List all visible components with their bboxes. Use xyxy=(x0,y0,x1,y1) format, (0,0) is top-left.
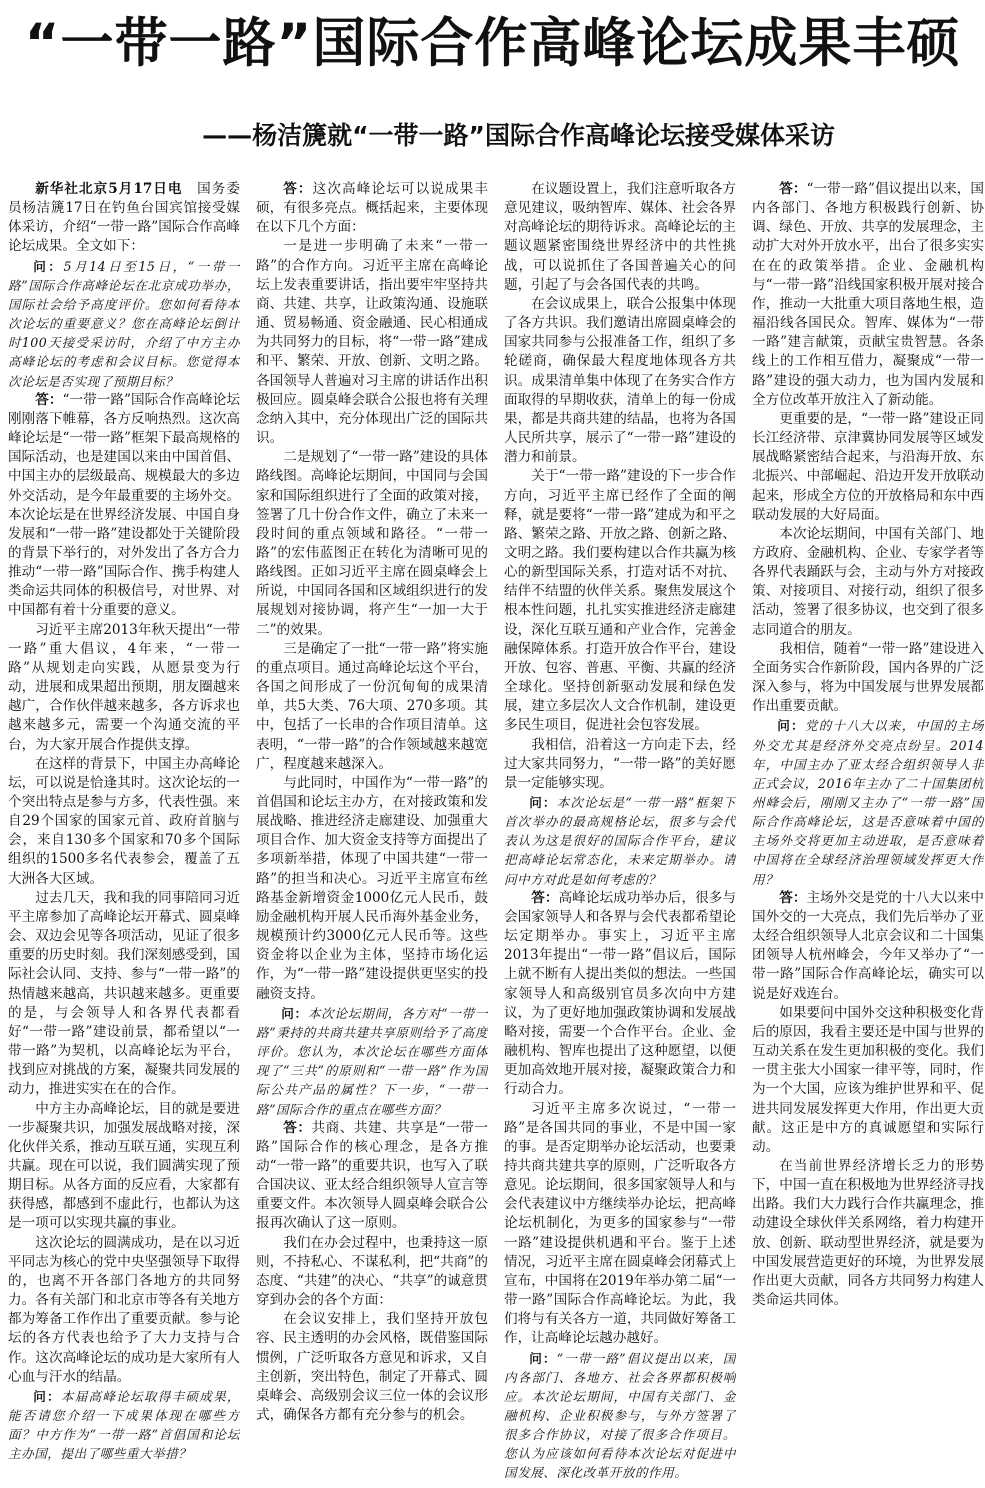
paragraph: 在这样的背景下，中国主办高峰论坛，可以说是恰逢其时。这次论坛的一个突出特点是参与方多，代表性强。来自29个国家的国家元首、政府首脑与会，来自130多个国家和70多个国际组织的1500多名代表参会，覆盖了五大洲各大区域。 xyxy=(8,755,240,887)
paragraph: 一是进一步明确了未来“一带一路”的合作方向。习近平主席在高峰论坛上发表重要讲话，指出要牢牢坚持共商、共建、共享，让政策沟通、设施联通、贸易畅通、资金融通、民心相通成为共同努力的目标，将“一带一路”建成和平、繁荣、开放、创新、文明之路。各国领导人普遍对习主席的讲话作出积极回应。圆桌峰会联合公报也将有关理念纳入其中，充分体现出广泛的国际共识。 xyxy=(256,238,488,447)
paragraph: 二是规划了“一带一路”建设的具体路线图。高峰论坛期间，中国同与会国家和国际组织进行了全面的政策对接，签署了几十份合作文件，确立了未来一段时间的重点领域和路径。“一带一路”的宏伟蓝图正在转化为清晰可见的路线图。正如习近平主席在圆桌峰会上所说，中国同各国和区域组织进行的发展规划对接协调，将产生“一加一大于二”的效果。 xyxy=(256,449,488,638)
paragraph: 与此同时，中国作为“一带一路”的首倡国和论坛主办方，在对接政策和发展战略、推进经济走廊建设、加强重大项目合作、加大资金支持等方面提出了多项新举措，体现了中国共建“一带一路”的担当和决心。习近平主席宣布丝路基金新增资金1000亿元人民币，鼓励金融机构开展人民币海外基金业务，规模预计约3000亿元人民币等。这些资金将以企业为主体，坚持市场化运作，为“一带一路”建设提供更坚实的投融资支持。 xyxy=(256,774,488,1002)
paragraph: 在议题设置上，我们注意听取各方意见建议，吸纳智库、媒体、社会各界对高峰论坛的期待诉求。高峰论坛的主题议题紧密围绕世界经济中的共性挑战，可以说抓住了各国普遍关心的问题，引起了与会各国代表的共鸣。 xyxy=(504,181,736,293)
paragraph: 本次论坛期间，中国有关部门、地方政府、金融机构、企业、专家学者等各界代表踊跃与会，主动与外方对接政策、对接项目、对接行动，组织了很多活动，签署了很多协议，也交到了很多志同道合的朋友。 xyxy=(752,525,984,638)
paragraph: 习近平主席多次说过，“一带一路”是各国共同的事业，不是中国一家的事。是否定期举办论坛活动，也要秉持共商共建共享的原则，广泛听取各方意见。论坛期间，很多国家领导人和与会代表建议中方继续举办论坛，把高峰论坛机制化，为更多的国家参与“一带一路”建设提供机遇和平台。鉴于上述情况，习近平主席在圆桌峰会闭幕式上宣布，中国将在2019年举办第二届“一带一路”国际合作高峰论坛。为此，我们将与有关各方一道，共同做好筹备工作，让高峰论坛越办越好。 xyxy=(504,1100,736,1347)
headline: “一带一路”国际合作高峰论坛成果丰硕 xyxy=(24,13,961,74)
answer: 答：共商、共建、共享是“一带一路”国际合作的核心理念，是各方推动“一带一路”的重要共识，也写入了联合国决议、亚太经合组织领导人宣言等重要文件。本次领导人圆桌峰会联合公报再次确认了这一原则。 xyxy=(256,1119,488,1232)
answer: 答：主场外交是党的十八大以来中国外交的一大亮点，我们先后举办了亚太经合组织领导人北京会议和二十国集团领导人杭州峰会，今年又举办了“一带一路”国际合作高峰论坛，确实可以说是好戏连台。 xyxy=(752,889,984,1002)
paragraph: 这次论坛的圆满成功，是在以习近平同志为核心的党中央坚强领导下取得的，也离不开各部门各地方的共同努力。各有关部门和北京市等各有关地方都为筹备工作作出了重要贡献。参与论坛的各方代表也给予了大力支持与合作。这次高峰论坛的成功是大家所有人心血与汗水的结晶。 xyxy=(8,1234,240,1385)
paragraph: 我们在办会过程中，也秉持这一原则，不持私心、不谋私利，把“共商”的态度、“共建”的决心、“共享”的诚意贯穿到办会的各个方面： xyxy=(256,1234,488,1309)
paragraph: 新华社北京5月17日电 国务委员杨洁篪17日在钓鱼台国宾馆接受媒体采访，介绍“一带一路”国际合作高峰论坛成果。全文如下： xyxy=(8,181,240,255)
answer: 答：“一带一路”倡议提出以来，国内各部门、各地方积极践行创新、协调、绿色、开放、共享的发展理念，主动扩大对外开放水平，出台了很多实实在在的政策举措。企业、金融机构与“一带一路”沿线国家积极开展对接合作，推动一大批重大项目落地生根，造福沿线各国民众。智库、媒体为“一带一路”建言献策，贡献宝贵智慧。各条线上的工作相互借力，凝聚成“一带一路”建设的强大动力，也为国内发展和全方位改革开放注入了新动能。 xyxy=(752,181,984,408)
article-column-3 xyxy=(504,180,736,1480)
question: 问：本次论坛期间，各方对“一带一路”秉持的共商共建共享原则给予了高度评价。您认为，本次论坛在哪些方面体现了“三共”的原则和“一带一路”作为国际公共产品的属性？下一步，“一带一路”国际合作的重点在哪些方面？ xyxy=(256,1005,488,1117)
article-column-2 xyxy=(256,180,488,1480)
paragraph: 过去几天，我和我的同事陪同习近平主席参加了高峰论坛开幕式、圆桌峰会、双边会见等各项活动，见证了很多重要的历史时刻。我们深刻感受到，国际社会认同、支持、参与“一带一路”的热情越来越高，共识越来越多。更重要的是，与会领导人和各界代表都看好“一带一路”建设前景，都希望以“一带一路”为契机，以高峰论坛为平台，找到应对挑战的方案，凝聚共同发展的动力，推进实实在在的合作。 xyxy=(8,889,240,1098)
dateline: 新华社北京5月17日电 xyxy=(35,181,183,197)
paragraph: 三是确定了一批“一带一路”将实施的重点项目。通过高峰论坛这个平台，各国之间形成了一份沉甸甸的成果清单，共5大类、76大项、270多项。其中，包括了一长串的合作项目清单。这表明，“一带一路”的合作领域越来越宽广，程度越来越深入。 xyxy=(256,640,488,772)
paragraph: 在会议成果上，联合公报集中体现了各方共识。我们邀请出席圆桌峰会的国家共同参与公报准备工作，组织了多轮磋商，确保最大程度地体现各方共识。成果清单集中体现了在务实合作方面取得的早期收获，清单上的每一份成果，都是共商共建的结晶，也将为各国人民所共享，展示了“一带一路”建设的潜力和前景。 xyxy=(504,295,736,466)
paragraph: 中方主办高峰论坛，目的就是要进一步凝聚共识，加强发展战略对接，深化伙伴关系，推动互联互通，实现互利共赢。现在可以说，我们圆满实现了预期目标。从各方面的反应看，大家都有获得感，都感到不虚此行，也都认为这是一项可以实现共赢的事业。 xyxy=(8,1100,240,1232)
answer: 答：这次高峰论坛可以说成果丰硕，有很多亮点。概括起来，主要体现在以下几个方面： xyxy=(256,181,488,236)
paragraph: 在当前世界经济增长乏力的形势下，中国一直在积极地为世界经济寻找出路。我们大力践行合作共赢理念，推动建设全球伙伴关系网络，着力构建开放、创新、联动型世界经济，就是要为中国发展营造更好的环境，为世界发展作出更大贡献，同各方共同努力构建人类命运共同体。 xyxy=(752,1157,984,1309)
answer: 答：高峰论坛成功举办后，很多与会国家领导人和各界与会代表都希望论坛定期举办。事实上，习近平主席2013年提出“一带一路”倡议后，国际上就不断有人提出类似的想法。一些国家领导人和高级别官员多次向中方建议，为了更好地加强政策协调和发展战略对接，需要一个合作平台。企业、金融机构、智库也提出了这种愿望，以便更加高效地开展对接，凝聚政策合力和行动合力。 xyxy=(504,889,736,1098)
question: 问：本届高峰论坛取得丰硕成果，能否请您介绍一下成果体现在哪些方面？中方作为“一带一路”首倡国和论坛主办国，提出了哪些重大举措？ xyxy=(8,1388,240,1462)
paragraph: 习近平主席2013年秋天提出“一带一路”重大倡议，4年来，“一带一路”从规划走向实践，从愿景变为行动，进展和成果超出预期，朋友圈越来越广，合作伙伴越来越多，各方诉求也越来越多元，需要一个沟通交流的平台，为大家开展合作提供支撑。 xyxy=(8,621,240,753)
article-column-1 xyxy=(8,180,240,1480)
question: 问：5月14日至15日，“一带一路”国际合作高峰论坛在北京成功举办，国际社会给予高度评价。您如何看待本次论坛的重要意义？您在高峰论坛倒计时100天接受采访时，介绍了中方主办高峰论坛的考虑和会议目标。您觉得本次论坛是否实现了预期目标？ xyxy=(8,258,240,389)
question: 问：本次论坛是“一带一路”框架下首次举办的最高规格论坛，很多与会代表认为这是很好的国际合作平台，建议把高峰论坛常态化，未来定期举办。请问中方对此是如何考虑的？ xyxy=(504,795,736,887)
question: 问：“一带一路”倡议提出以来，国内各部门、各地方、社会各界都积极响应。本次论坛期间，中国有关部门、金融机构、企业积极参与，与外方签署了很多合作协议，对接了很多合作项目。您认为应该如何看待本次论坛对促进中国发展、深化改革开放的作用。 xyxy=(504,1350,736,1480)
paragraph: 如果要问中国外交这种积极变化背后的原因，我看主要还是中国与世界的互动关系在发生更加积极的变化。我们一贯主张大小国家一律平等，同时，作为一个大国，应该为维护世界和平、促进共同发展发挥更大作用，作出更大贡献。这正是中方的真诚愿望和实际行动。 xyxy=(752,1004,984,1155)
article-column-4 xyxy=(752,180,984,1480)
paragraph: 我相信，随着“一带一路”建设进入全面务实合作新阶段，国内各界的广泛深入参与，将为中国发展与世界发展都作出重要贡献。 xyxy=(752,640,984,715)
question: 问：党的十八大以来，中国的主场外交尤其是经济外交亮点纷呈。2014年，中国主办了亚太经合组织领导人非正式会议，2016年主办了二十国集团杭州峰会后，刚刚又主办了“一带一路”国际合作高峰论坛，这是否意味着中国的主场外交将更加主动进取，是否意味着中国将在全球经济治理领域发挥更大作用？ xyxy=(752,718,984,887)
paragraph: 我相信，沿着这一方向走下去，经过大家共同努力，“一带一路”的美好愿景一定能够实现。 xyxy=(504,736,736,791)
paragraph: 更重要的是，“一带一路”建设正同长江经济带、京津冀协同发展等区域发展战略紧密结合起来，与沿海开放、东北振兴、中部崛起、沿边开发开放联动起来，形成全方位的开放格局和东中西联动发展的大好局面。 xyxy=(752,410,984,523)
subheadline: ——杨洁篪就“一带一路”国际合作高峰论坛接受媒体采访 xyxy=(202,121,835,150)
paragraph: 在会议安排上，我们坚持开放包容、民主透明的办会风格，既借鉴国际惯例，广泛听取各方意见和诉求，又自主创新，突出特色，制定了开幕式、圆桌峰会、高级别会议三位一体的会议形式，确保各方都有充分参与的机会。 xyxy=(256,1311,488,1423)
paragraph: 关于“一带一路”建设的下一步合作方向，习近平主席已经作了全面的阐释，就是要将“一带一路”建成为和平之路、繁荣之路、开放之路、创新之路、文明之路。我们要构建以合作共赢为核心的新型国际关系，打造对话不对抗、结伴不结盟的伙伴关系。聚焦发展这个根本性问题，扎扎实实推进经济走廊建设，深化互联互通和产业合作，完善金融保障体系。打造开放合作平台，建设开放、包容、普惠、平衡、共赢的经济全球化。坚持创新驱动发展和绿色发展，建立多层次人文合作机制，建设更多民生项目，促进社会包容发展。 xyxy=(504,468,736,734)
answer: 答：“一带一路”国际合作高峰论坛刚刚落下帷幕，各方反响热烈。这次高峰论坛是“一带一路”框架下最高规格的国际活动，也是建国以来由中国首倡、中国主办的层级最高、规模最大的多边外交活动，是今年最重要的主场外交。本次论坛是在世界经济发展、中国自身发展和“一带一路”建设都处于关键阶段的背景下举行的，对外发出了各方合力推动“一带一路”国际合作、携手构建人类命运共同体的积极信号，对世界、对中国都有着十分重要的意义。 xyxy=(8,391,240,619)
